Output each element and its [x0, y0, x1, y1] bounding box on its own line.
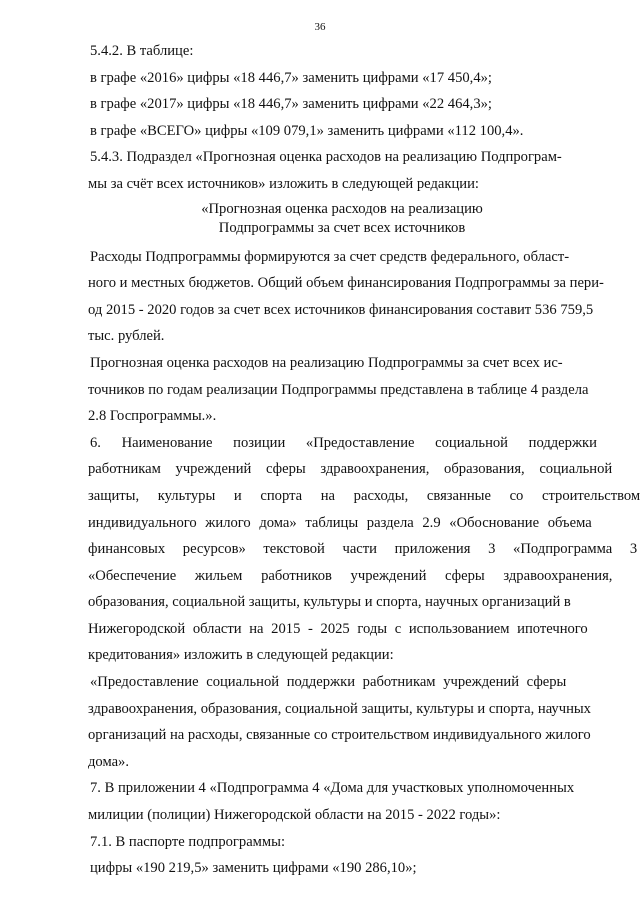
- page-number: 36: [314, 21, 326, 33]
- text-line-item-6-4: индивидуального жилого дома» таблицы раздела 2.9 «Обоснование объема: [88, 514, 592, 531]
- text-line-item-7-2: милиции (полиции) Нижегородской области на 2015 - 2022 годы»:: [88, 807, 501, 824]
- text-line-forecast-1: Прогнозная оценка расходов на реализацию Подпрограммы за счет всех ис-: [90, 354, 563, 371]
- text-line-item-6-6: «Обеспечение жильем работников учреждений сферы здравоохранения,: [88, 567, 613, 584]
- text-line-expenses-2: ного и местных бюджетов. Общий объем финансирования Подпрограммы за пери-: [88, 275, 604, 292]
- text-line-2017: в графе «2017» цифры «18 446,7» заменить цифрами «22 464,3»;: [90, 96, 492, 113]
- text-line-expenses-1: Расходы Подпрограммы формируются за счет средств федерального, област-: [90, 248, 570, 265]
- text-line-2016: в графе «2016» цифры «18 446,7» заменить цифрами «17 450,4»;: [90, 69, 492, 86]
- text-line-quote-2: здравоохранения, образования, социальной защиты, культуры и спорта, научных: [88, 700, 591, 717]
- text-line-item-6-1: 6. Наименование позиции «Предоставление социальной поддержки: [90, 434, 597, 451]
- text-line-5-4-3: 5.4.3. Подраздел «Прогнозная оценка расходов на реализацию Подпрограм-: [90, 149, 562, 166]
- text-line-item-6-8: Нижегородской области на 2015 - 2025 годы с использованием ипотечного: [88, 620, 588, 637]
- text-line-item-6-7: образования, социальной защиты, культуры и спорта, научных организаций в: [88, 594, 571, 611]
- text-line-quote-3: организаций на расходы, связанные со строительством индивидуального жилого: [88, 727, 591, 744]
- text-line-forecast-3: 2.8 Госпрограммы.».: [88, 408, 217, 425]
- document-body: [88, 38, 640, 882]
- text-line-item-6-5: финансовых ресурсов» текстовой части приложения 3 «Подпрограмма 3: [88, 541, 638, 558]
- text-line-expenses-3: од 2015 - 2020 годов за счет всех источников финансирования составит 536 759,5: [88, 301, 594, 318]
- text-line-item-6-9: кредитования» изложить в следующей редакции:: [88, 647, 394, 664]
- text-line-5-4-3-cont: мы за счёт всех источников» изложить в следующей редакции:: [88, 175, 479, 192]
- text-line-5-4-2: 5.4.2. В таблице:: [90, 43, 194, 59]
- text-line-item-7-1-figures: цифры «190 219,5» заменить цифрами «190 286,10»;: [90, 860, 417, 877]
- text-line-total: в графе «ВСЕГО» цифры «109 079,1» заменить цифрами «112 100,4».: [90, 122, 524, 139]
- text-line-item-6-2: работникам учреждений сферы здравоохранения, образования, социальной: [88, 461, 613, 478]
- section-heading-line-2: Подпрограммы за счет всех источников: [218, 219, 466, 236]
- text-line-forecast-2: точников по годам реализации Подпрограммы представлена в таблице 4 раздела: [88, 381, 589, 398]
- text-line-item-7-1: 7. В приложении 4 «Подпрограмма 4 «Дома для участковых уполномоченных: [90, 780, 575, 797]
- text-line-item-7-1-passport: 7.1. В паспорте подпрограммы:: [90, 833, 286, 850]
- text-line-item-6-3: защиты, культуры и спорта на расходы, связанные со строительством: [88, 487, 640, 504]
- text-line-expenses-4: тыс. рублей.: [88, 328, 165, 345]
- text-line-quote-4: дома».: [88, 753, 130, 770]
- text-line-quote-1: «Предоставление социальной поддержки работникам учреждений сферы: [90, 674, 567, 691]
- section-heading-line-1: «Прогнозная оценка расходов на реализацию: [201, 200, 483, 217]
